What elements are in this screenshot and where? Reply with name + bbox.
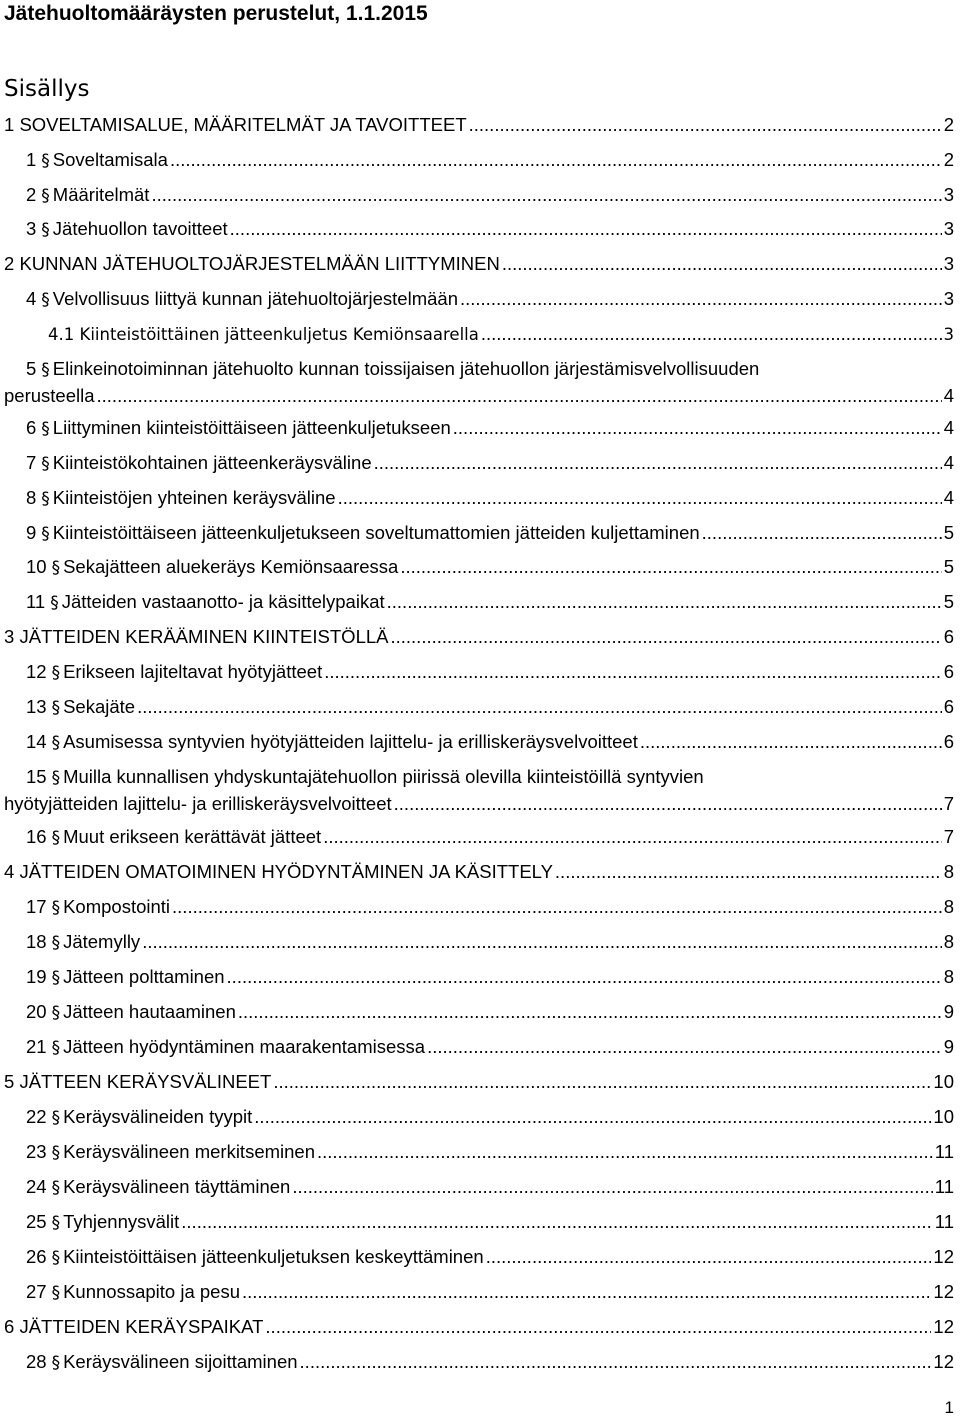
toc-entry-number: 1 [4, 114, 15, 135]
toc-entry-page: 4 [943, 385, 954, 406]
dot-leader [387, 591, 942, 613]
toc-entry-title-continued: perusteella [4, 385, 95, 406]
toc-entry[interactable] [4, 626, 954, 648]
dot-leader [292, 1176, 932, 1198]
toc-entry-number: 6 [26, 417, 37, 438]
dot-leader [394, 793, 942, 815]
toc-entry-page: 5 [943, 522, 954, 543]
section-sign-icon: § [41, 489, 50, 509]
toc-entry-number: 15 [26, 766, 47, 787]
toc-entry[interactable] [26, 417, 954, 440]
section-sign-icon: § [51, 898, 61, 918]
section-sign-icon: § [51, 733, 61, 753]
document-title: Jätehuoltomääräysten perustelut, 1.1.2015 [4, 2, 428, 25]
section-sign-icon: § [51, 968, 61, 988]
dot-leader [390, 626, 941, 648]
toc-entry-title: Jätehuollon tavoitteet [52, 218, 228, 239]
dot-leader [324, 661, 941, 683]
toc-entry-title: Sekajätteen aluekeräys Kemiönsaaressa [63, 556, 399, 577]
dot-leader [400, 556, 941, 578]
toc-entry-number: 2 [26, 184, 37, 205]
dot-leader [170, 149, 942, 171]
section-sign-icon: § [51, 768, 61, 788]
section-sign-icon: § [51, 663, 61, 683]
toc-entry[interactable] [26, 184, 954, 207]
section-sign-icon: § [41, 151, 50, 171]
toc-entry[interactable] [4, 358, 954, 407]
toc-entry-page: 6 [943, 696, 954, 717]
dot-leader [317, 1141, 933, 1163]
toc-entry-page: 7 [943, 793, 954, 814]
toc-entry-title: JÄTTEIDEN KERÄYSPAIKAT [19, 1316, 264, 1337]
dot-leader [181, 1211, 933, 1233]
toc-entry-title: Jätemylly [63, 931, 141, 952]
toc-entry[interactable] [4, 861, 954, 883]
toc-entry-page: 3 [943, 253, 954, 274]
toc-entry-title: Soveltamisala [52, 149, 168, 170]
toc-entry[interactable] [26, 931, 954, 954]
toc-entry-title: Kiinteistöittäisen jätteenkuljetuksen keskeyttäminen [63, 1246, 484, 1267]
toc-entry[interactable] [26, 661, 954, 684]
toc-entry-title: JÄTTEEN KERÄYSVÄLINEET [19, 1071, 272, 1092]
toc-entry-title: Liittyminen kiinteistöittäiseen jätteenkuljetukseen [52, 417, 451, 438]
toc-entry-title: Jätteen hyödyntäminen maarakentamisessa [63, 1036, 426, 1057]
dot-leader [151, 184, 941, 206]
toc-entry-title: Kiinteistöittäiseen jätteenkuljetukseen soveltumattomien jätteiden kuljettaminen [52, 522, 700, 543]
dot-leader [323, 826, 942, 848]
toc-heading: Sisällys [4, 76, 90, 102]
section-sign-icon: § [51, 1108, 61, 1128]
toc-entry-number: 2 [4, 253, 15, 274]
dot-leader [481, 323, 942, 345]
dot-leader [427, 1036, 942, 1058]
toc-entry-number: 6 [4, 1316, 15, 1337]
dot-leader [300, 1351, 932, 1373]
toc-entry-page: 12 [933, 1351, 954, 1372]
toc-entry-title: Jätteiden vastaanotto- ja käsittelypaikat [61, 591, 385, 612]
section-sign-icon: § [51, 558, 61, 578]
toc-entry-number: 9 [26, 522, 37, 543]
section-sign-icon: § [41, 419, 50, 439]
dot-leader [230, 218, 942, 240]
toc-entry-page: 12 [933, 1316, 954, 1337]
toc-entry-title: Kunnossapito ja pesu [63, 1281, 240, 1302]
toc-entry[interactable] [4, 766, 954, 815]
toc-entry-title: Velvollisuus liittyä kunnan jätehuoltojärjestelmään [52, 288, 458, 309]
toc-entry-page: 3 [943, 288, 954, 309]
toc-entry-number: 10 [26, 556, 47, 577]
section-sign-icon: § [41, 220, 50, 240]
section-sign-icon: § [51, 1248, 61, 1268]
toc-entry[interactable] [26, 1211, 954, 1234]
toc-entry-title: Muilla kunnallisen yhdyskuntajätehuollon piirissä olevilla kiinteistöillä syntyvien [63, 766, 704, 787]
toc-entry[interactable] [26, 1036, 954, 1059]
section-sign-icon: § [51, 1213, 61, 1233]
toc-entry-number: 7 [26, 452, 37, 473]
dot-leader [142, 931, 942, 953]
toc-entry-title: Erikseen lajiteltavat hyötyjätteet [63, 661, 323, 682]
toc-entry[interactable] [26, 1246, 954, 1269]
toc-entry-number: 18 [26, 931, 47, 952]
section-sign-icon: § [51, 1143, 61, 1163]
toc-entry[interactable] [26, 452, 954, 475]
section-sign-icon: § [50, 593, 59, 613]
toc-entry-number: 27 [26, 1281, 47, 1302]
toc-entry-title: JÄTTEIDEN KERÄÄMINEN KIINTEISTÖLLÄ [19, 626, 389, 647]
section-sign-icon: § [51, 933, 61, 953]
toc-entry-page: 8 [943, 861, 954, 882]
toc-entry-title: Keräysvälineen sijoittaminen [63, 1351, 298, 1372]
toc-entry-page: 5 [943, 591, 954, 612]
toc-entry-number: 26 [26, 1246, 47, 1267]
toc-entry-number: 3 [26, 218, 37, 239]
toc-entry[interactable] [26, 731, 954, 754]
toc-entry-title: Jätteen polttaminen [63, 966, 225, 987]
section-sign-icon: § [51, 828, 61, 848]
toc-entry-page: 12 [933, 1281, 954, 1302]
dot-leader [254, 1106, 931, 1128]
toc-entry-number: 13 [26, 696, 47, 717]
toc-entry-page: 5 [943, 556, 954, 577]
toc-entry-page: 11 [934, 1176, 954, 1197]
toc-entry[interactable] [26, 487, 954, 510]
toc-entry-number: 20 [26, 1001, 47, 1022]
toc-entry-page: 6 [943, 661, 954, 682]
toc-entry-title: Kompostointi [63, 896, 171, 917]
dot-leader [265, 1316, 931, 1338]
dot-leader [172, 896, 942, 918]
dot-leader [238, 1001, 942, 1023]
dot-leader [469, 114, 942, 136]
section-sign-icon: § [51, 1178, 61, 1198]
toc-entry[interactable] [4, 1071, 954, 1093]
toc-entry[interactable] [26, 966, 954, 989]
toc-entry-page: 11 [934, 1141, 954, 1162]
toc-entry-title: Keräysvälineen täyttäminen [63, 1176, 291, 1197]
toc-entry-number: 5 [4, 1071, 15, 1092]
toc-entry-page: 3 [943, 184, 954, 205]
dot-leader [137, 696, 942, 718]
toc-entry[interactable] [26, 1281, 954, 1304]
dot-leader [374, 452, 942, 474]
toc-entry[interactable] [26, 1106, 954, 1129]
toc-entry-number: 1 [26, 149, 37, 170]
dot-leader [486, 1246, 932, 1268]
section-sign-icon: § [41, 454, 50, 474]
toc-entry-page: 3 [943, 325, 954, 344]
toc-entry[interactable] [26, 556, 954, 579]
toc-entry[interactable] [48, 323, 954, 346]
toc-entry[interactable] [26, 591, 954, 614]
dot-leader [502, 253, 942, 275]
toc-entry-title: Muut erikseen kerättävät jätteet [63, 826, 322, 847]
section-sign-icon: § [51, 1003, 61, 1023]
dot-leader [640, 731, 942, 753]
toc-entry-number: 8 [26, 487, 37, 508]
section-sign-icon: § [41, 524, 50, 544]
toc-entry[interactable] [26, 1176, 954, 1199]
toc-entry-number: 5 [26, 358, 37, 379]
toc-entry-number: 14 [26, 731, 47, 752]
toc-entry-number: 3 [4, 626, 15, 647]
toc-entry-page: 2 [943, 114, 954, 135]
dot-leader [702, 522, 942, 544]
toc-entry-title: Keräysvälineiden tyypit [63, 1106, 253, 1127]
toc-entry-number: 22 [26, 1106, 47, 1127]
toc-entry-number: 17 [26, 896, 47, 917]
toc-entry-page: 8 [943, 966, 954, 987]
toc-entry-title: Sekajäte [63, 696, 136, 717]
toc-entry-title: Jätteen hautaaminen [63, 1001, 236, 1022]
toc-entry[interactable] [26, 288, 954, 311]
toc-entry-number: 4 [26, 288, 37, 309]
toc-entry[interactable] [26, 1351, 954, 1374]
toc-entry-number: 23 [26, 1141, 47, 1162]
toc-entry-title: Määritelmät [52, 184, 150, 205]
toc-entry[interactable] [4, 253, 954, 275]
toc-entry-title: KUNNAN JÄTEHUOLTOJÄRJESTELMÄÄN LIITTYMINEN [19, 253, 500, 274]
toc-entry-title: Keräysvälineen merkitseminen [63, 1141, 315, 1162]
toc-entry-page: 8 [943, 896, 954, 917]
toc-entry-number: 4 [4, 861, 15, 882]
toc-entry-page: 7 [943, 826, 954, 847]
dot-leader [273, 1071, 931, 1093]
toc-entry-page: 6 [943, 731, 954, 752]
toc-entry[interactable] [26, 696, 954, 719]
toc-entry-page: 4 [943, 417, 954, 438]
toc-entry-number: 24 [26, 1176, 47, 1197]
dot-leader [555, 861, 942, 883]
toc-entry-page: 6 [943, 626, 954, 647]
toc-entry-number: 25 [26, 1211, 47, 1232]
dot-leader [227, 966, 942, 988]
toc-entry-page: 10 [933, 1071, 954, 1092]
toc-entry[interactable] [4, 114, 954, 136]
toc-entry[interactable] [26, 149, 954, 172]
toc-entry-page: 4 [943, 487, 954, 508]
toc-entry-number: 11 [26, 591, 46, 612]
toc-entry-number: 28 [26, 1351, 47, 1372]
toc-entry[interactable] [26, 1141, 954, 1164]
toc-entry-page: 10 [933, 1106, 954, 1127]
toc-entry-page: 9 [943, 1036, 954, 1057]
section-sign-icon: § [41, 290, 50, 310]
toc-entry-number: 12 [26, 661, 47, 682]
toc-entry-title: Kiinteistöjen yhteinen keräysväline [52, 487, 336, 508]
toc-entry-page: 11 [934, 1211, 954, 1232]
toc-entry-title: JÄTTEIDEN OMATOIMINEN HYÖDYNTÄMINEN JA KÄSITTELY [19, 861, 553, 882]
toc-entry-number: 16 [26, 826, 47, 847]
toc-entry-number: 21 [26, 1036, 47, 1057]
dot-leader [242, 1281, 931, 1303]
toc-entry[interactable] [26, 1001, 954, 1024]
toc-entry-page: 9 [943, 1001, 954, 1022]
dot-leader [338, 487, 942, 509]
section-sign-icon: § [51, 1038, 61, 1058]
toc-entry[interactable] [4, 1316, 954, 1338]
page-number: 1 [944, 1398, 954, 1417]
section-sign-icon: § [51, 1283, 61, 1303]
toc-entry-page: 8 [943, 931, 954, 952]
toc-entry-title: Tyhjennysvälit [63, 1211, 180, 1232]
toc-entry-title: Kiinteistökohtainen jätteenkeräysväline [52, 452, 372, 473]
toc-entry-title-continued: hyötyjätteiden lajittelu- ja erilliskeräysvelvoitteet [4, 793, 392, 814]
section-sign-icon: § [41, 360, 50, 380]
toc-entry-page: 4 [943, 452, 954, 473]
toc-entry-title: SOVELTAMISALUE, MÄÄRITELMÄT JA TAVOITTEET [19, 114, 467, 135]
toc-entry-page: 3 [943, 218, 954, 239]
toc-entry[interactable] [26, 826, 954, 849]
toc-entry[interactable] [26, 896, 954, 919]
toc-entry-number: 19 [26, 966, 47, 987]
toc-entry-title: Kiinteistöittäinen jätteenkuljetus Kemiönsaarella [79, 325, 479, 344]
section-sign-icon: § [41, 186, 50, 206]
toc-entry-title: Elinkeinotoiminnan jätehuolto kunnan toissijaisen jätehuollon järjestämisvelvollisuuden [52, 358, 760, 379]
dot-leader [97, 385, 942, 407]
toc-entry-page: 12 [933, 1246, 954, 1267]
dot-leader [460, 288, 942, 310]
section-sign-icon: § [51, 1353, 61, 1373]
toc-entry[interactable] [26, 522, 954, 545]
toc-entry[interactable] [26, 218, 954, 241]
dot-leader [453, 417, 942, 439]
section-sign-icon: § [51, 698, 61, 718]
toc-entry-page: 2 [943, 149, 954, 170]
toc-entry-title: Asumisessa syntyvien hyötyjätteiden lajittelu- ja erilliskeräysvelvoitteet [63, 731, 638, 752]
toc-entry-number: 4.1 [48, 325, 75, 344]
